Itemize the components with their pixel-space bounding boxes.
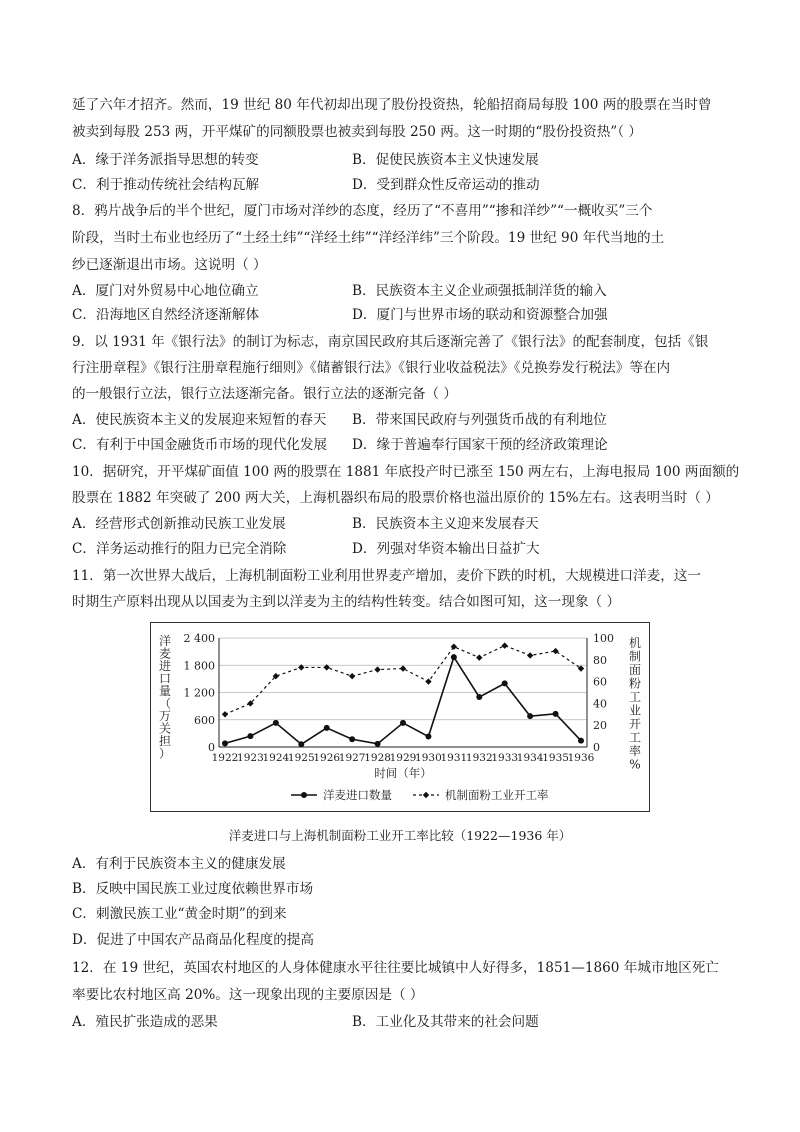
wheat-import-point	[578, 738, 584, 744]
q8-line-1: 8．鸦片战争后的半个世纪，厦门市场对洋纱的态度，经历了“不喜用”“掺和洋纱”“一概收买”三个	[72, 203, 653, 219]
wheat-import-point	[527, 713, 533, 719]
q12-option-b[interactable]: B．工业化及其带来的社会问题	[352, 1014, 539, 1030]
operating-rate-point	[374, 666, 380, 672]
x-tick-label: 1922	[211, 752, 239, 764]
x-axis-label: 时间（年）	[374, 766, 432, 780]
x-tick-label: 1925	[287, 752, 315, 764]
y-left-tick-label: 600	[194, 713, 215, 727]
q10-option-a[interactable]: A．经营形式创新推动民族工业发展	[72, 516, 286, 532]
wheat-import-point	[375, 741, 381, 747]
q10-option-d[interactable]: D．列强对华资本输出日益扩大	[352, 541, 540, 557]
operating-rate-point	[400, 665, 406, 671]
q9-option-d[interactable]: D．缘于普遍奉行国家干预的经济政策理论	[352, 437, 608, 453]
q11-option-c[interactable]: C．刺激民族工业“黄金时期”的到来	[72, 906, 287, 922]
q8-option-d[interactable]: D．厦门与世界市场的联动和资源整合加强	[352, 307, 608, 323]
x-tick-label: 1935	[542, 752, 569, 764]
x-tick-label: 1926	[313, 752, 341, 764]
q10-line-1: 10．据研究，开平煤矿面值 100 两的股票在 1881 年底投产时已涨至 150 两左右，上海电报局 100 两面额的	[72, 464, 740, 480]
intro-line-2: 被卖到每股 253 两，开平煤矿的同额股票也被卖到每股 250 两。这一时期的“股份投资热”（ ）	[72, 124, 642, 140]
wheat-import-point	[324, 725, 330, 731]
y-right-tick-label: 40	[593, 697, 607, 711]
q11-option-a[interactable]: A．有利于民族资本主义的健康发展	[72, 856, 286, 872]
wheat-import-point	[247, 733, 253, 739]
y-left-tick-label: 0	[208, 741, 215, 754]
legend-rate-marker	[423, 792, 429, 798]
q9-line-3: 的一般银行立法，银行立法逐渐完备。银行立法的逐渐完备（ ）	[72, 386, 457, 402]
y-left-tick-label: 1 200	[183, 686, 215, 700]
y-right-axis-label: 机制面粉工业开工率%	[628, 636, 642, 772]
q8-option-a[interactable]: A．厦门对外贸易中心地位确立	[72, 283, 259, 299]
intro-line-1: 延了六年才招齐。然而，19 世纪 80 年代初却出现了股份投资热，轮船招商局每股 100 两的股票在当时曾	[72, 97, 712, 113]
x-tick-label: 1924	[262, 752, 290, 764]
q11-line-1: 11．第一次世界大战后，上海机制面粉工业利用世界麦产增加，麦价下跌的时机，大规模进口洋麦，这一	[72, 568, 702, 584]
y-right-tick-label: 60	[593, 675, 607, 689]
wheat-import-point	[502, 680, 508, 686]
intro-option-d[interactable]: D．受到群众性反帝运动的推动	[352, 177, 540, 193]
q9-option-a[interactable]: A．使民族资本主义的发展迎来短暂的春天	[72, 412, 327, 428]
q9-line-2: 行注册章程》《银行注册章程施行细则》《储蓄银行法》《银行业收益税法》《兑换券发行税法》等在内	[72, 360, 671, 376]
wheat-import-point	[425, 734, 431, 740]
operating-rate-point	[502, 642, 508, 648]
intro-option-b[interactable]: B．促使民族资本主义快速发展	[352, 152, 539, 168]
y-right-tick-label: 100	[593, 632, 614, 645]
wheat-import-point	[222, 740, 228, 746]
q12-line-2: 率要比农村地区高 20%。这一现象出现的主要原因是（ ）	[72, 987, 424, 1003]
q8-option-c[interactable]: C．沿海地区自然经济逐渐解体	[72, 307, 260, 323]
wheat-import-point	[451, 654, 457, 660]
intro-option-a[interactable]: A．缘于洋务派指导思想的转变	[72, 152, 259, 168]
q8-option-b[interactable]: B．民族资本主义企业顽强抵制洋货的输入	[352, 283, 607, 299]
legend-wheat-label: 洋麦进口数量	[323, 788, 392, 802]
y-right-tick-label: 0	[593, 741, 600, 754]
q11-option-b[interactable]: B．反映中国民族工业过度依赖世界市场	[72, 881, 314, 897]
q10-option-c[interactable]: C．洋务运动推行的阻力已完全消除	[72, 541, 287, 557]
q11-line-2: 时期生产原料出现从以国麦为主到以洋麦为主的结构性转变。结合如图可知，这一现象（ ）	[72, 594, 621, 610]
chart-frame	[150, 622, 650, 812]
operating-rate-point	[476, 654, 482, 660]
x-tick-label: 1927	[338, 752, 366, 764]
q8-line-2: 阶段，当时土布业也经历了“土经土纬”“洋经土纬”“洋经洋纬”三个阶段。19 世纪 90 年代当地的土	[72, 230, 665, 246]
wheat-import-point	[273, 720, 279, 726]
q12-line-1: 12．在 19 世纪，英国农村地区的人身体健康水平往往要比城镇中人好得多，1851—1860 年城市地区死亡	[72, 960, 719, 976]
q9-option-b[interactable]: B．带来国民政府与列强货币战的有利地位	[352, 412, 607, 428]
operating-rate-point	[222, 711, 228, 717]
y-left-tick-label: 2 400	[183, 632, 215, 645]
operating-rate-point	[349, 673, 355, 679]
x-tick-label: 1930	[415, 752, 442, 764]
x-tick-label: 1936	[567, 752, 595, 764]
wheat-import-point	[476, 694, 482, 700]
x-tick-label: 1931	[440, 752, 468, 764]
x-tick-label: 1932	[465, 752, 493, 764]
legend-wheat-marker	[301, 792, 307, 798]
q11-option-d[interactable]: D．促进了中国农产品商品化程度的提高	[72, 932, 314, 948]
y-right-tick-label: 20	[593, 719, 607, 733]
wheat-import-point	[298, 741, 304, 747]
x-tick-label: 1934	[516, 752, 544, 764]
q8-line-3: 纱已逐渐退出市场。这说明（ ）	[72, 257, 267, 273]
q12-option-a[interactable]: A．殖民扩张造成的恶果	[72, 1014, 218, 1030]
wheat-import-point	[400, 720, 406, 726]
operating-rate-point	[527, 652, 533, 658]
q9-option-c[interactable]: C．有利于中国金融货币市场的现代化发展	[72, 437, 328, 453]
legend-rate-label: 机制面粉工业开工率	[445, 788, 549, 802]
x-tick-label: 1923	[237, 752, 264, 764]
y-right-tick-label: 80	[593, 653, 607, 667]
q9-line-1: 9．以 1931 年《银行法》的制订为标志，南京国民政府其后逐渐完善了《银行法》的配套制度，包括《银	[72, 334, 709, 350]
operating-rate-point	[425, 678, 431, 684]
wheat-import-point	[553, 711, 559, 717]
y-left-tick-label: 1 800	[183, 659, 215, 673]
y-left-axis-label: 洋麦进口量（万关担）	[158, 634, 172, 761]
wheat-import-point	[349, 736, 355, 742]
x-tick-label: 1928	[364, 752, 391, 764]
q10-line-2: 股票在 1882 年突破了 200 两大关，上海机器织布局的股票价格也溢出原价的 15%左右。这表明当时（ ）	[72, 490, 719, 506]
intro-option-c[interactable]: C．利于推动传统社会结构瓦解	[72, 177, 260, 193]
x-tick-label: 1929	[389, 752, 417, 764]
wheat-import-chart	[151, 623, 649, 811]
q10-option-b[interactable]: B．民族资本主义迎来发展春天	[352, 516, 539, 532]
x-tick-label: 1933	[491, 752, 519, 764]
chart-caption: 洋麦进口与上海机制面粉工业开工率比较（1922—1936 年）	[228, 828, 572, 843]
